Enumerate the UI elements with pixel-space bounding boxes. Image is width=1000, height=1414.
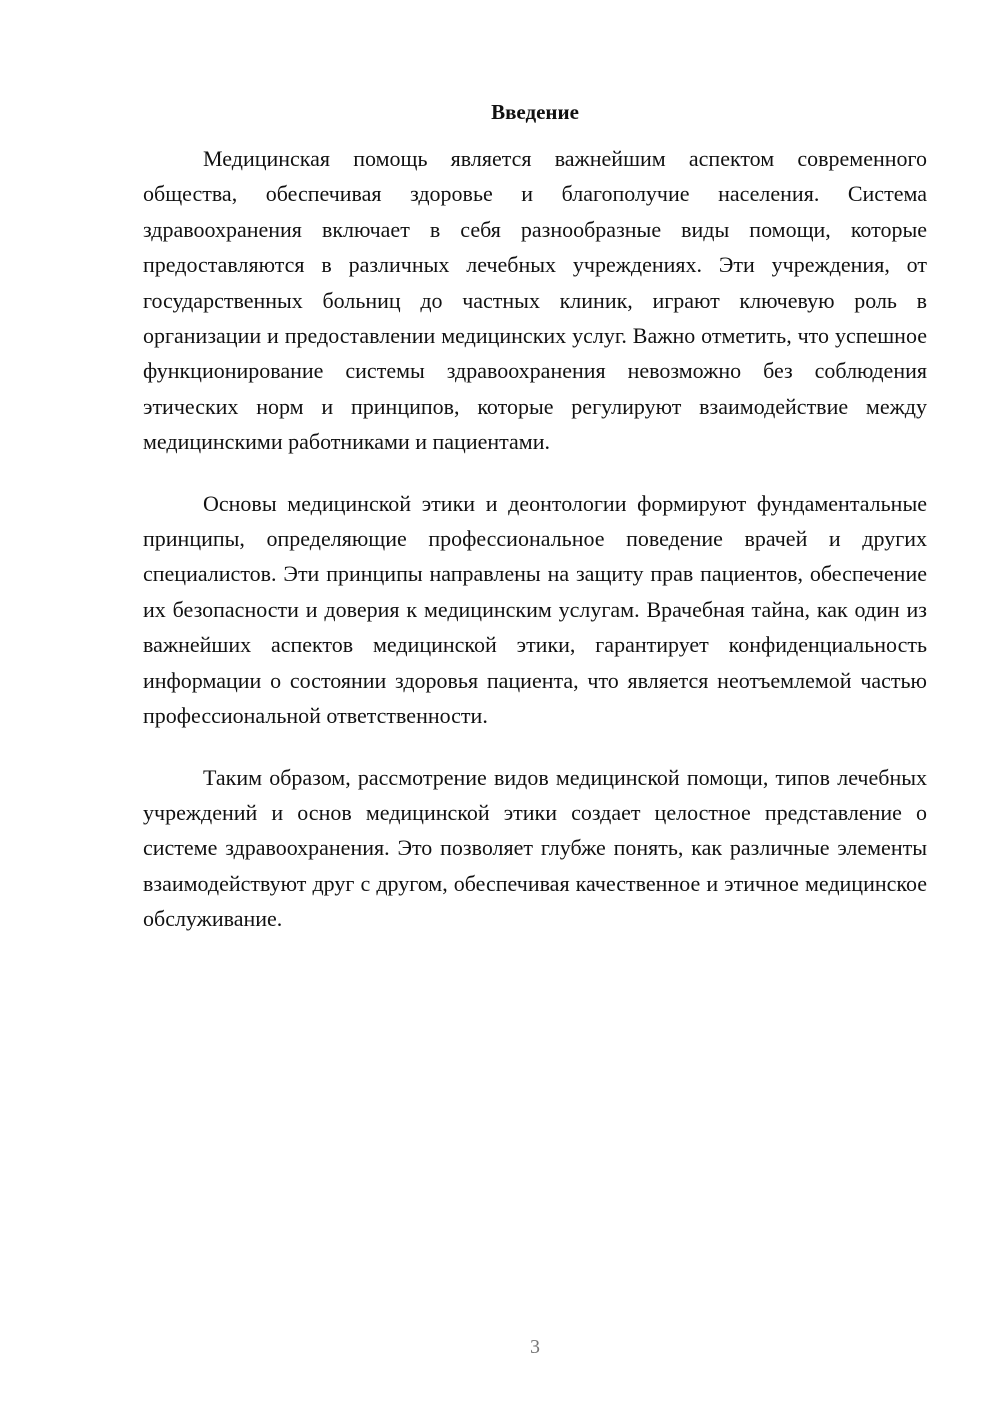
page-number: 3	[530, 1336, 540, 1358]
paragraph-2: Основы медицинской этики и деонтологии формируют фундаментальные принципы, определяющие профессиональное поведение врачей и других специалистов. Эти принципы направлены на защиту прав пациентов, обеспечение их безопасности и доверия к медицинским услугам. Врачебная тайна, как один из важнейших аспектов медицинской этики, гарантирует конфиденциальность информации о состоянии здоровья пациента, что является неотъемлемой частью профессиональной ответственности.	[143, 490, 927, 729]
section-title: Введение	[491, 100, 579, 124]
paragraph-3: Таким образом, рассмотрение видов медицинской помощи, типов лечебных учреждений и основ медицинской этики создает целостное представление о системе здравоохранения. Это позволяет глубже понять, как различные элементы взаимодействуют друг с другом, обеспечивая качественное и этичное медицинское обслуживание.	[143, 764, 927, 932]
body-text	[143, 141, 927, 963]
paragraph-1: Медицинская помощь является важнейшим аспектом современного общества, обеспечивая здоровье и благополучие населения. Система здравоохранения включает в себя разнообразные виды помощи, которые предоставляются в различных лечебных учреждениях. Эти учреждения, от государственных больниц до частных клиник, играют ключевую роль в организации и предоставлении медицинских услуг. Важно отметить, что успешное функционирование системы здравоохранения невозможно без соблюдения этических норм и принципов, которые регулируют взаимодействие между медицинскими работниками и пациентами.	[143, 146, 927, 455]
